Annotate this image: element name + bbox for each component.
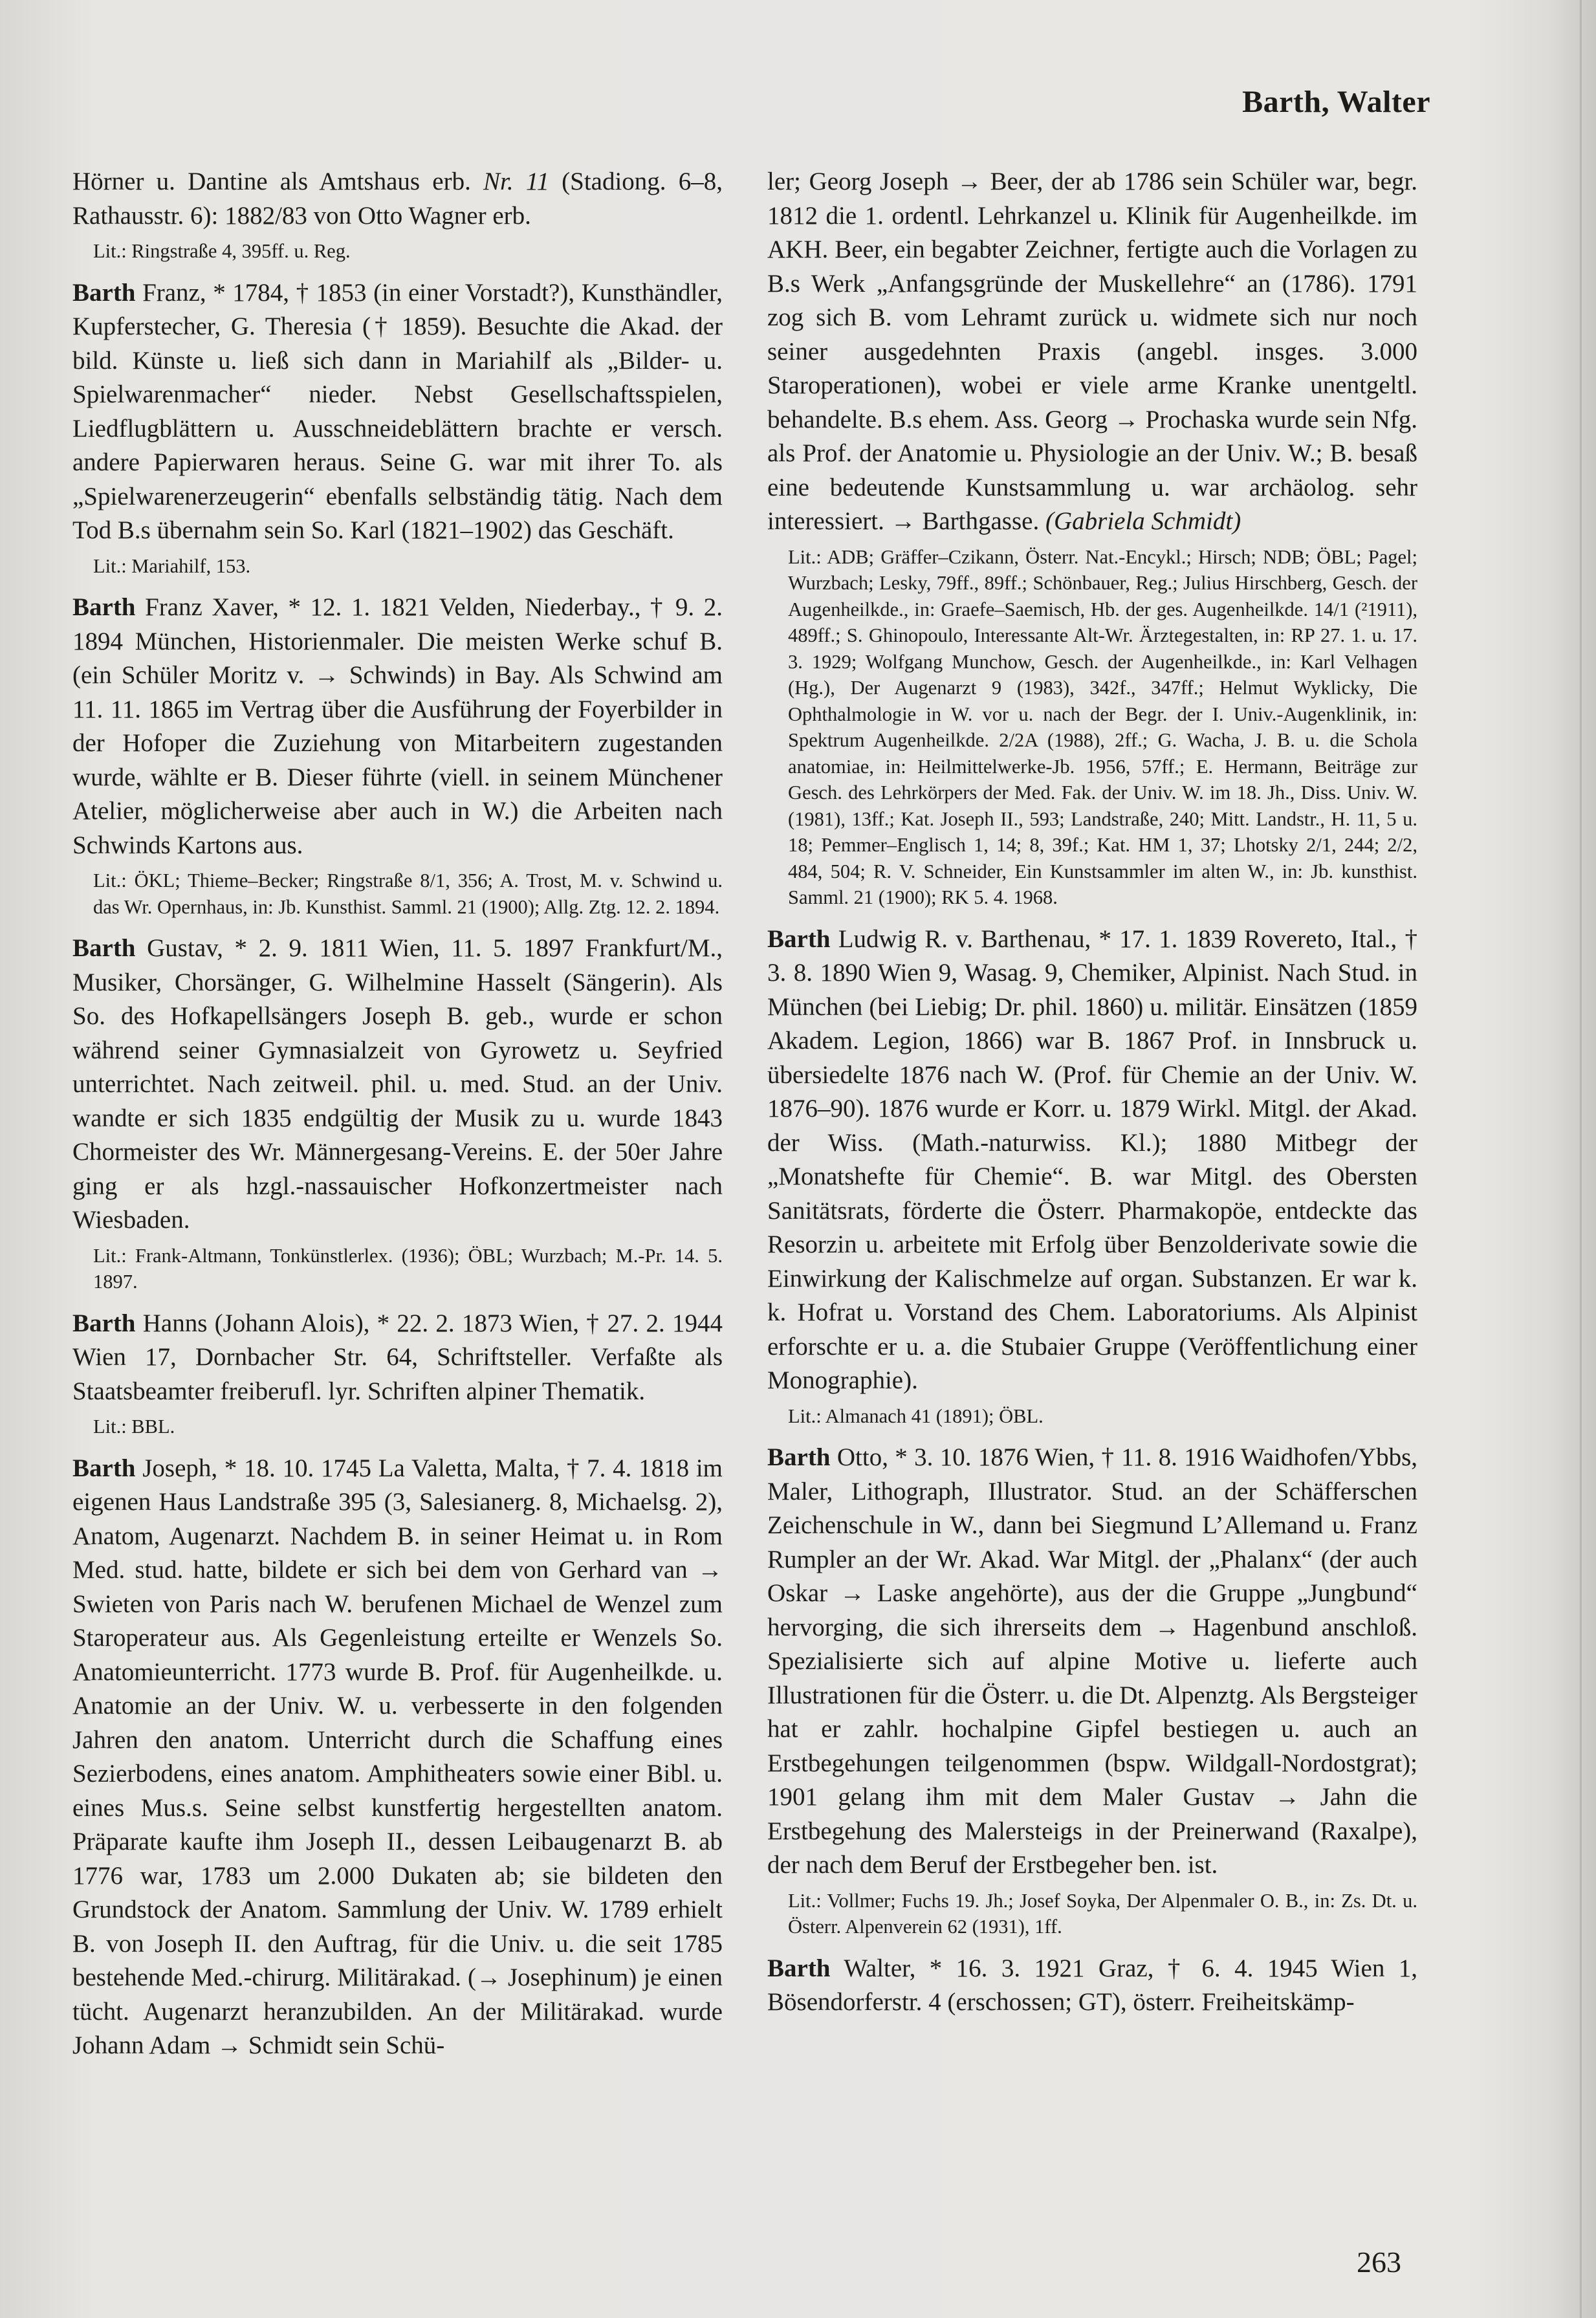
entry-barth-joseph — [72, 1452, 723, 2063]
literature-note: Lit.: BBL. — [93, 1416, 175, 1438]
entry-barth-ludwig — [767, 923, 1417, 1398]
entry-barth-gustav — [72, 932, 723, 1238]
page-edge — [1580, 0, 1582, 2318]
entry-text: Walter, * 16. 3. 1921 Graz, † 6. 4. 1945 Wien 1, Bösendorferstr. 4 (erschossen; GT), österr. Freiheitskämp- — [767, 1954, 1417, 2016]
entry-barth-franz — [72, 276, 723, 548]
running-head: Barth, Walter — [1242, 85, 1430, 119]
entry-barth-walter — [767, 1952, 1417, 2020]
entry-text: ler; Georg Joseph → Beer, der ab 1786 sein Schüler war, begr. 1812 die 1. ordentl. Lehrkanzel u. Klinik für Augenheilkde. im AKH. Beer, ein begabter Zeichner, fertigte auch die Vorlagen zu B.s Werk „Anfangsgründe der Muskellehre“ an (1786). 1791 zog sich B. vom Lehramt zurück u. widmete sich nur noch seiner ausgedehnten Praxis (angebl. insges. 3.000 Staroperationen), wobei er viele arme Kranke unentgeltl. behandelte. B.s ehem. Ass. Georg → Prochaska wurde sein Nfg. als Prof. der Anatomie u. Physiologie an der Univ. W.; B. besaß eine bedeutende Kunstsammlung u. war archäolog. sehr interessiert. → Barthgasse. — [767, 168, 1417, 535]
entry-barth-franz-xaver — [72, 591, 723, 862]
entry-barth-hanns — [72, 1307, 723, 1409]
entry-text: Gustav, * 2. 9. 1811 Wien, 11. 5. 1897 Frankfurt/M., Musiker, Chorsänger, G. Wilhelmine Hasselt (Sängerin). Als So. des Hofkapellsängers Joseph B. geb., wurde er schon während seiner Gymnasialzeit von Gyrowetz u. Seyfried unterrichtet. Nach zeitweil. phil. u. med. Stud. an der Univ. wandte er sich 1835 endgültig der Musik zu u. wurde 1843 Chormeister des Wr. Männergesang-Vereins. E. der 50er Jahre ging er als hzgl.-nassauischer Hofkonzertmeister nach Wiesbaden. — [72, 934, 723, 1234]
entry-barth-otto — [767, 1441, 1417, 1883]
headword: Barth — [72, 278, 136, 307]
entry-text: Otto, * 3. 10. 1876 Wien, † 11. 8. 1916 Waidhofen/Ybbs, Maler, Lithograph, Illustrator. Stud. an der Schäfferschen Zeichenschule in W., dann bei Siegmund L’Allemand u. Franz Rumpler an der Wr. Akad. War Mitgl. der „Phalanx“ (der auch Oskar → Laske angehörte), aus der die Gruppe „Jungbund“ hervorging, die sich ihrerseits dem → Hagenbund anschloß. Spezialisierte sich auf alpine Motive u. lieferte auch Illustrationen für die Österr. u. die Dt. Alpenztg. Als Bergsteiger hat er zahlr. hochalpine Gipfel bestiegen u. auch an Erstbegehungen teilgenommen (bspw. Wildgall-Nordostgrat); 1901 gelang ihm mit dem Maler Gustav → Jahn die Erstbegehung des Malersteigs in der Preinerwand (Raxalpe), der nach dem Beruf der Erstbegeher ben. ist. — [767, 1443, 1417, 1879]
right-column — [767, 165, 1417, 2020]
entry-barth-joseph-continued — [767, 165, 1417, 539]
entry-text: Franz Xaver, * 12. 1. 1821 Velden, Niederbay., † 9. 2. 1894 München, Historienmaler. Die meisten Werke schuf B. (ein Schüler Moritz v. → Schwinds) in Bay. Als Schwind am 11. 11. 1865 im Vertrag über die Ausführung der Foyerbilder in der Hofoper die Zuziehung von Mitarbeitern zugestanden wurde, wählte er B. Dieser führte (viell. in seinem Münchener Atelier, möglicherweise aber auch in W.) die Arbeiten nach Schwinds Kartons aus. — [72, 593, 723, 859]
headword: Barth — [72, 1454, 136, 1482]
literature-note: Lit.: Frank-Altmann, Tonkünstlerlex. (1936); ÖBL; Wurzbach; M.-Pr. 14. 5. 1897. — [93, 1244, 723, 1293]
literature-note: Lit.: ÖKL; Thieme–Becker; Ringstraße 8/1, 356; A. Trost, M. v. Schwind u. das Wr. Opernhaus, in: Jb. Kunsthist. Samml. 21 (1900); Allg. Ztg. 12. 2. 1894. — [93, 869, 723, 918]
entry-continuation — [72, 165, 723, 233]
literature-note: Lit.: Mariahilf, 153. — [93, 554, 251, 577]
literature-note: Lit.: ADB; Gräffer–Czikann, Österr. Nat.-Encykl.; Hirsch; NDB; ÖBL; Pagel; Wurzbach; Lesky, 79ff., 89ff.; Schönbauer, Reg.; Julius Hirschberg, Gesch. der Augenheilkde., in: Graefe–Saemisch, Hb. der ges. Augenheilkde. 14/1 (²1911), 489ff.; S. Ghinopoulo, Interessante Alt-Wr. Ärztegestalten, in: RP 27. 1. u. 17. 3. 1929; Wolfgang Munchow, Gesch. der Augenheilkde., in: Karl Velhagen (Hg.), Der Augenarzt 9 (1983), 342f., 347ff.; Helmut Wyklicky, Die Ophthalmologie in W. vor u. nach der Begr. der I. Univ.-Augenklinik, in: Spektrum Augenheilkde. 2/2A (1988), 2ff.; G. Wacha, J. B. u. die Schola anatomiae, in: Heilmittelwerke-Jb. 1956, 57ff.; E. Hermann, Beiträge zur Gesch. des Lehrkörpers der Med. Fak. der Univ. W. im 18. Jh., Diss. Univ. W. (1981), 13ff.; Kat. Joseph II., 593; Landstraße, 240; Mitt. Landstr., H. 11, 5 u. 18; Pemmer–Englisch 1, 14; 8, 39f.; Kat. HM 1, 37; Lhotsky 2/1, 244; 2/2, 484, 504; R. V. Schneider, Ein Kunstsammler im alten W., in: Jb. kunsthist. Samml. 21 (1900); RK 5. 4. 1968. — [788, 545, 1417, 908]
headword: Barth — [72, 593, 136, 621]
entry-text: Hörner u. Dantine als Amtshaus erb. — [72, 168, 484, 195]
headword: Barth — [72, 934, 136, 962]
entry-text: Hanns (Johann Alois), * 22. 2. 1873 Wien, † 27. 2. 1944 Wien 17, Dornbacher Str. 64, Schriftsteller. Verfaßte als Staatsbeamter freiberufl. lyr. Schriften alpiner Thematik. — [72, 1309, 723, 1405]
entry-text: Ludwig R. v. Barthenau, * 17. 1. 1839 Rovereto, Ital., † 3. 8. 1890 Wien 9, Wasag. 9, Chemiker, Alpinist. Nach Stud. in München (bei Liebig; Dr. phil. 1860) u. militär. Einsätzen (1859 Akadem. Legion, 1866) war B. 1867 Prof. in Innsbruck u. übersiedelte 1876 nach W. (Prof. für Chemie an der Univ. W. 1876–90). 1876 wurde er Korr. u. 1879 Wirkl. Mitgl. der Akad. der Wiss. (Math.-naturwiss. Kl.); 1880 Mitbegr der „Monatshefte für Chemie“. B. war Mitgl. des Obersten Sanitätsrats, förderte die Österr. Pharmakopöe, entdeckte das Resorzin u. arbeitete mit Erfolg über Benzolderivate sowie die Einwirkung der Kalischmelze auf organ. Substanzen. Er war k. k. Hofrat u. Vorstand des Chem. Laboratoriums. Als Alpinist erforschte er u. a. die Stubaier Gruppe (Veröffentlichung einer Monographie). — [767, 924, 1417, 1394]
headword: Barth — [72, 1309, 136, 1337]
literature-note: Lit.: Almanach 41 (1891); ÖBL. — [788, 1405, 1044, 1427]
headword: Barth — [767, 1443, 831, 1471]
entry-number: Nr. 11 — [483, 168, 549, 195]
headword: Barth — [767, 924, 831, 953]
literature-note: Lit.: Ringstraße 4, 395ff. u. Reg. — [93, 240, 351, 262]
entry-text: (Stadiong. 6–8, Rathausstr. 6): 1882/83 von Otto Wagner erb. — [72, 168, 723, 230]
author-signature: (Gabriela Schmidt) — [1045, 507, 1241, 535]
literature-note: Lit.: Vollmer; Fuchs 19. Jh.; Josef Soyka, Der Alpenmaler O. B., in: Zs. Dt. u. Österr. Alpenverein 62 (1931), 1ff. — [788, 1889, 1417, 1938]
headword: Barth — [767, 1954, 831, 1982]
entry-text: Joseph, * 18. 10. 1745 La Valetta, Malta, † 7. 4. 1818 im eigenen Haus Landstraße 395 (3, Salesianerg. 8, Michaelsg. 2), Anatom, Augenarzt. Nachdem B. in seiner Heimat u. in Rom Med. stud. hatte, bildete er sich bei dem von Gerhard van → Swieten von Paris nach W. berufenen Michael de Wenzel zum Staroperateur aus. Als Gegenleistung erteilte er Wenzels So. Anatomieunterricht. 1773 wurde B. Prof. für Augenheilkde. u. Anatomie an der Univ. W. u. verbesserte in den folgenden Jahren den anatom. Unterricht durch die Schaffung eines Sezierbodens, eines anatom. Amphitheaters sowie einer Bibl. u. eines Mus.s. Seine selbst kunstfertig hergestellten anatom. Präparate kaufte ihm Joseph II., dessen Leibaugenarzt B. ab 1776 war, 1783 um 2.000 Dukaten ab; sie bildeten den Grundstock der Anatom. Sammlung der Univ. W. 1789 erhielt B. von Joseph II. den Auftrag, für die Univ. u. die seit 1785 bestehende Med.-chirurg. Militärakad. (→ Josephinum) je einen tücht. Augenarzt heranzubilden. An der Militärakad. wurde Johann Adam → Schmidt sein Schü- — [72, 1454, 723, 2059]
page-number: 263 — [1357, 2246, 1401, 2279]
entry-text: Franz, * 1784, † 1853 (in einer Vorstadt?), Kunsthändler, Kupferstecher, G. Theresia († 1859). Besuchte die Akad. der bild. Künste u. ließ sich dann in Mariahilf als „Bilder- u. Spielwarenmacher“ nieder. Nebst Gesellschaftsspielen, Liedflugblättern u. Ausschneideblättern brachte er versch. andere Papierwaren heraus. Seine G. war mit ihrer To. als „Spielwarenerzeugerin“ ebenfalls selbständig tätig. Nach dem Tod B.s übernahm sein So. Karl (1821–1902) das Geschäft. — [72, 278, 723, 544]
left-column — [72, 165, 723, 2063]
